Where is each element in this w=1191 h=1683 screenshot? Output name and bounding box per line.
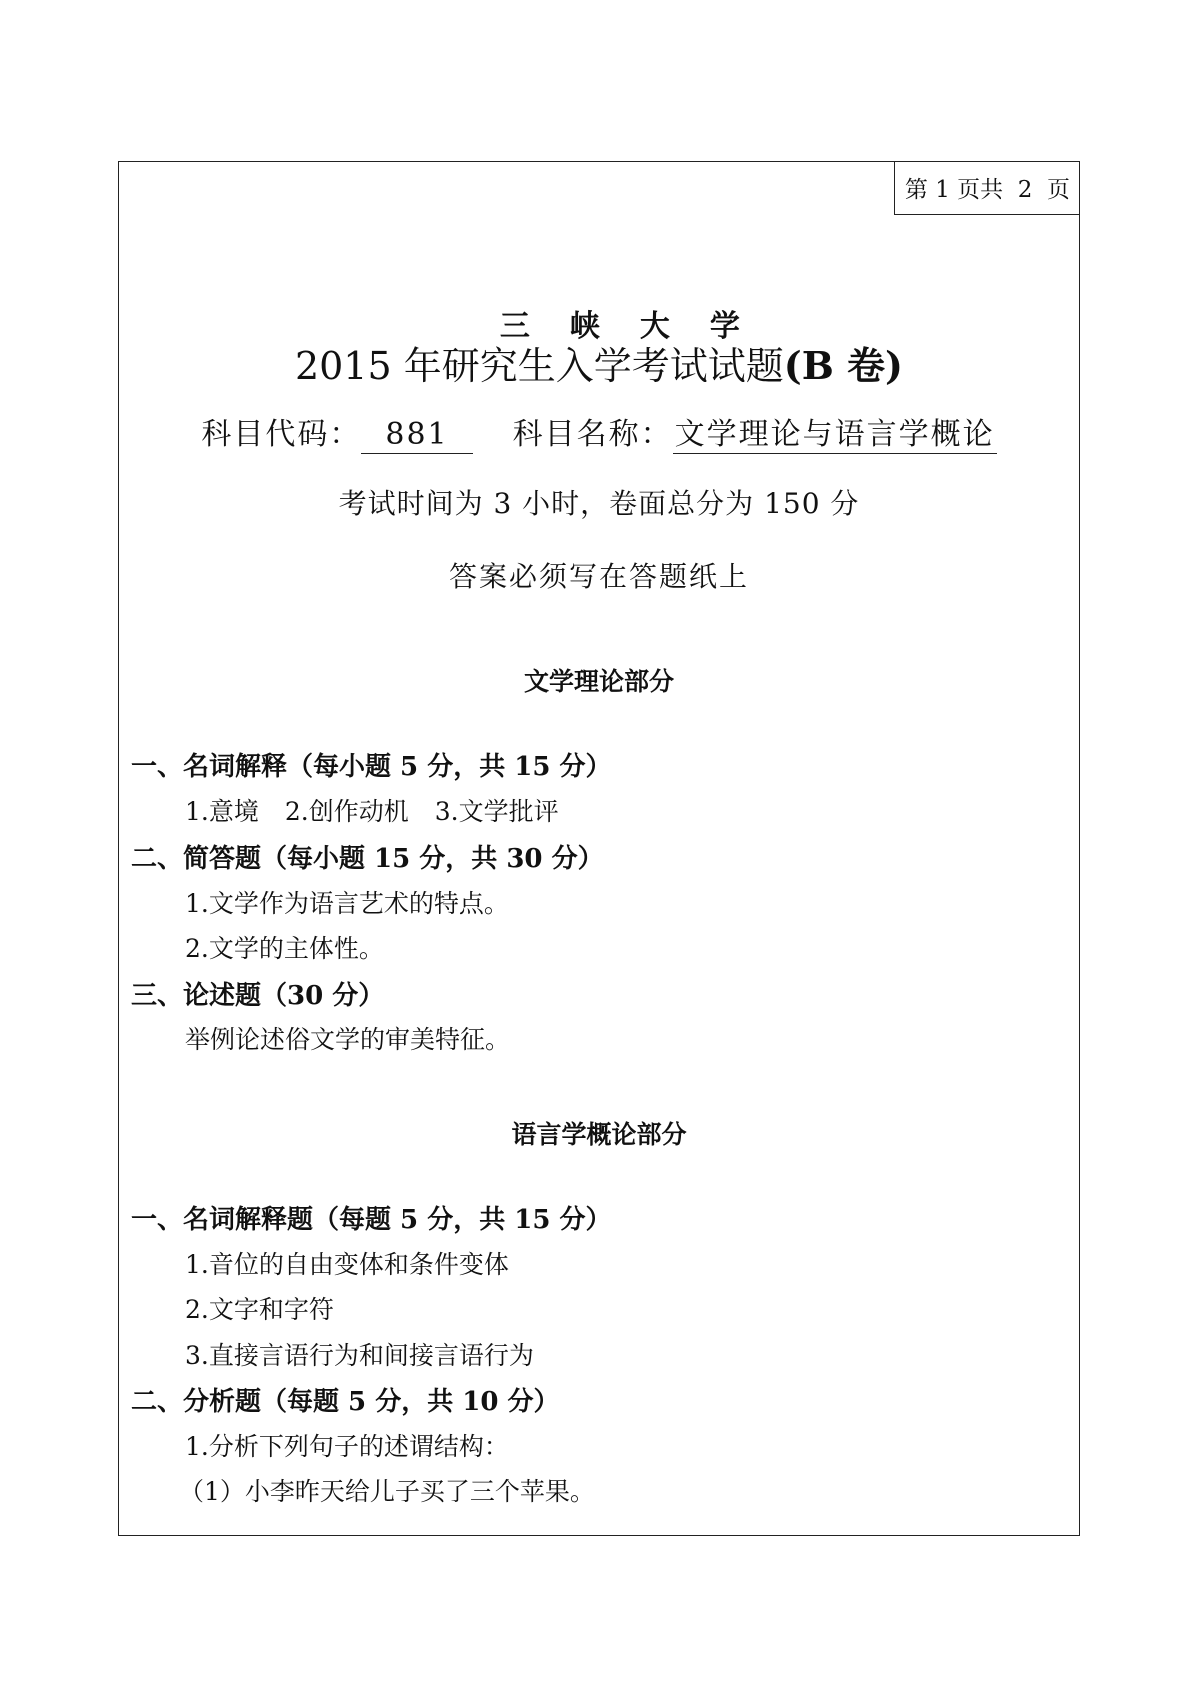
question-item: 1.文学作为语言艺术的特点。 <box>185 889 509 918</box>
section-title-linguistics: 语言学概论部分 <box>511 1120 687 1149</box>
question-item: 2.文字和字符 <box>185 1295 334 1324</box>
university-char: 学 <box>709 309 740 344</box>
question-item: 1.音位的自由变体和条件变体 <box>185 1250 509 1279</box>
question-item-text: 1.意境 <box>185 797 259 826</box>
section-title-literary-theory: 文学理论部分 <box>523 667 674 696</box>
exam-title <box>119 335 1079 390</box>
question-heading: 三、论述题（30 分） <box>131 981 385 1011</box>
subject-name-label: 科目名称： <box>512 417 673 452</box>
question-item: 举例论述俗文学的审美特征。 <box>185 1025 511 1054</box>
exam-title-main: 2015 年研究生入学考试试题 <box>294 344 784 388</box>
question-heading: 一、名词解释题（每题 5 分，共 15 分） <box>131 1205 612 1235</box>
university-char: 大 <box>639 309 670 344</box>
subject-code-label: 科目代码： <box>201 417 362 452</box>
subject-code-value: 881 <box>361 418 472 454</box>
exam-frame <box>118 161 1080 1536</box>
question-item-text: 2.创作动机 <box>284 797 409 826</box>
question-item: 2.文学的主体性。 <box>185 934 384 963</box>
question-item: 3.直接言语行为和间接言语行为 <box>185 1341 534 1370</box>
subject-name-value: 文学理论与语言学概论 <box>674 417 995 452</box>
exam-paper-label: (B 卷) <box>783 343 904 388</box>
question-item: （1）小李昨天给儿子买了三个苹果。 <box>179 1477 595 1506</box>
question-item-text: 3.文学批评 <box>434 797 559 826</box>
subject-row <box>119 409 1079 454</box>
question-heading: 二、分析题（每题 5 分，共 10 分） <box>131 1387 560 1417</box>
university-char: 三 <box>499 309 530 344</box>
question-heading: 一、名词解释（每小题 5 分，共 15 分） <box>131 752 612 782</box>
question-item <box>185 792 559 828</box>
question-item: 1.分析下列句子的述谓结构： <box>185 1432 509 1461</box>
university-char: 峡 <box>569 309 600 344</box>
page-indicator: 第 1 页共 2 页 <box>894 161 1080 215</box>
question-heading: 二、简答题（每小题 15 分，共 30 分） <box>131 844 604 874</box>
answer-note: 答案必须写在答题纸上 <box>448 560 749 593</box>
exam-info: 考试时间为 3 小时，卷面总分为 150 分 <box>338 487 860 520</box>
